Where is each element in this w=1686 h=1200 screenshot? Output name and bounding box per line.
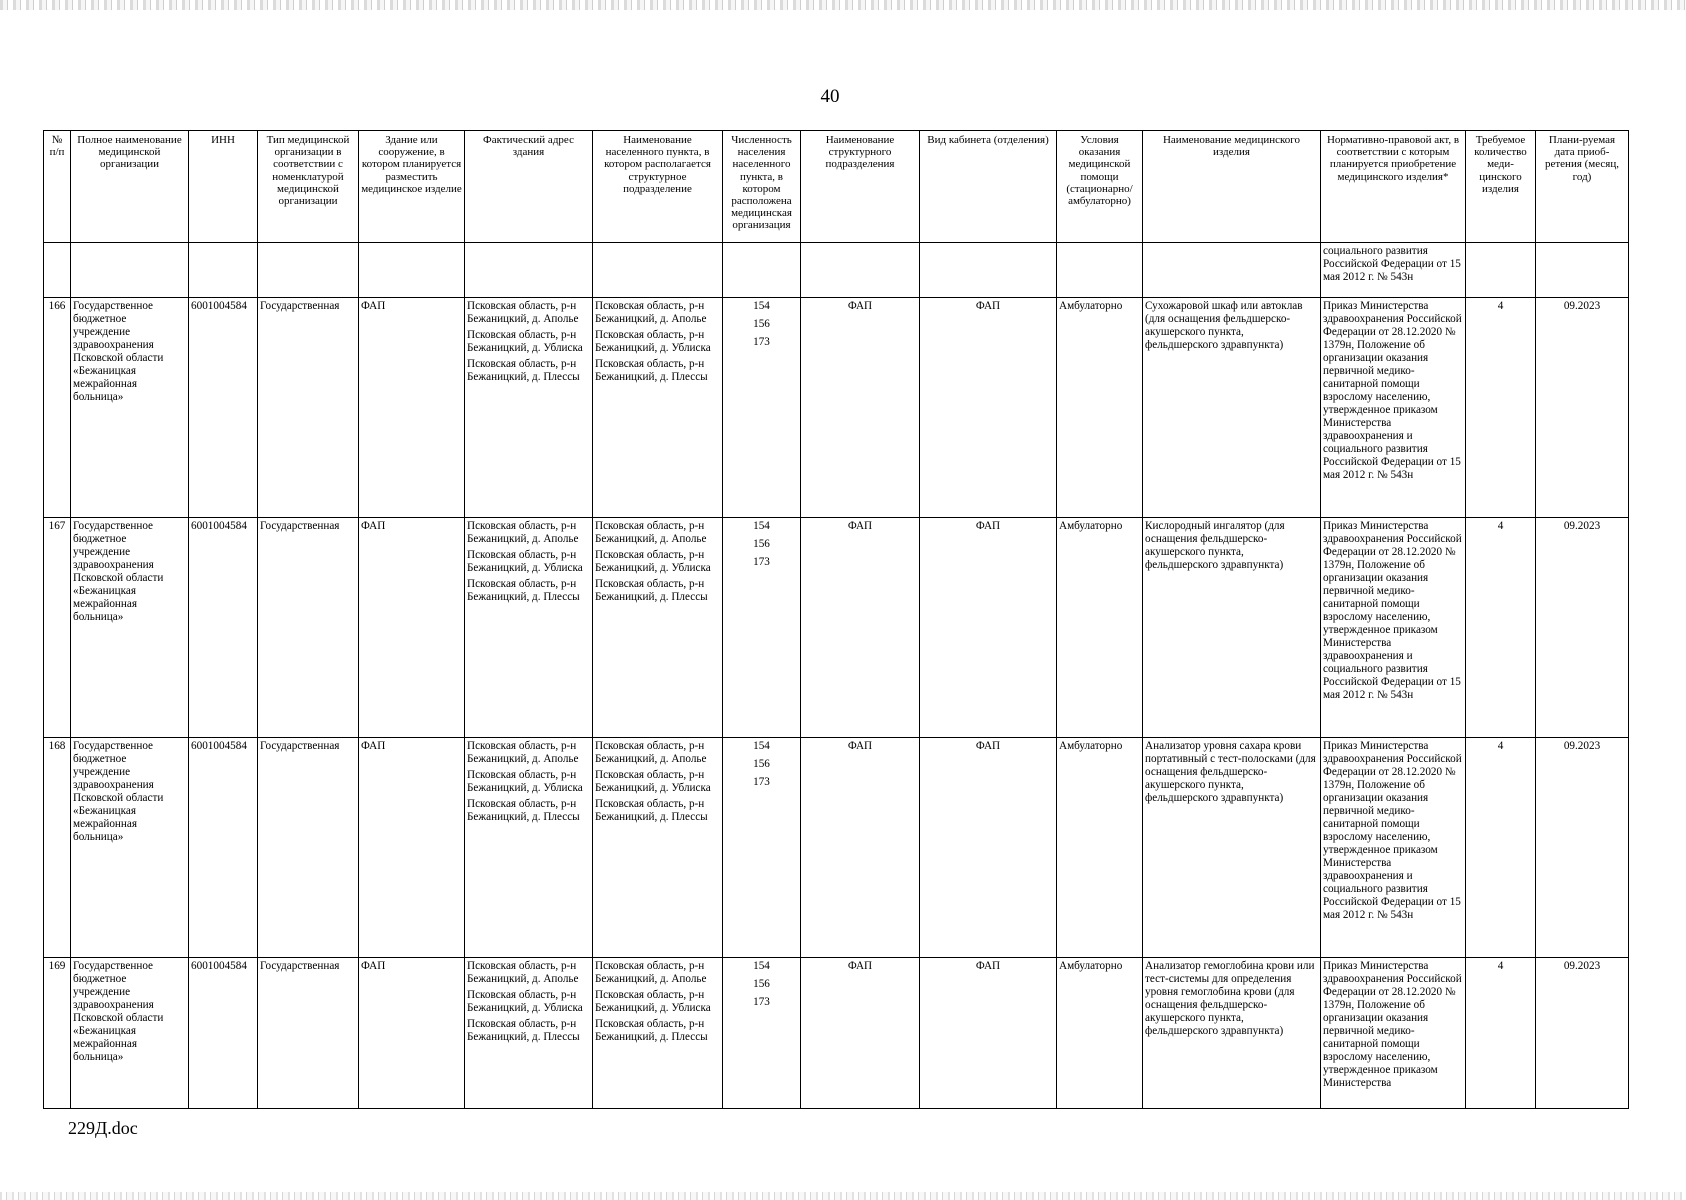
header-type: Тип медицинской организации в соответствии с номенклатурой медицинской организации [258,131,359,243]
header-settlement: Наименование населенного пункта, в котором располагается структурное подразделение [593,131,723,243]
continuation-act: социального развития Российской Федерации от 15 мая 2012 г. № 543н [1321,243,1466,298]
row-address [465,738,593,958]
row-org: Государственное бюджетное учреждение здравоохранения Псковской области «Бежаницкая межрайонная больница» [71,738,189,958]
row-date: 09.2023 [1536,738,1629,958]
row-device: Анализатор уровня сахара крови портативный с тест-полосками (для оснащения фельдшерско-акушерского пункта, фельдшерского здравпункта) [1143,738,1321,958]
address-line: Псковская область, р-н Бежаницкий, д. Плессы [467,798,580,823]
address-line: Псковская область, р-н Бежаницкий, д. Ублиска [467,329,583,354]
address-line: Псковская область, р-н Бежаницкий, д. Ублиска [467,989,583,1014]
row-type: Государственная [258,958,359,1109]
address-line: Псковская область, р-н Бежаницкий, д. Аполье [467,740,579,765]
address-line: Псковская область, р-н Бежаницкий, д. Ублиска [467,769,583,794]
address-line: Псковская область, р-н Бежаницкий, д. Аполье [467,520,579,545]
table-row [44,958,1629,1109]
header-building: Здание или сооружение, в котором планируется разместить медицинское изделие [359,131,465,243]
header-conditions: Условия оказания медицинской помощи (стационарно/амбулаторно) [1057,131,1143,243]
footer-filename: 229Д.doc [68,1118,138,1138]
header-date: Плани-руемая дата приоб-ретения (месяц, год) [1536,131,1629,243]
population-value: 154 [753,520,770,532]
row-address [465,958,593,1109]
table-row [44,738,1629,958]
row-qty: 4 [1466,738,1536,958]
header-num: № п/п [44,131,71,243]
population-value: 154 [753,740,770,752]
settlement-line: Псковская область, р-н Бежаницкий, д. Ублиска [595,769,711,794]
settlement-line: Псковская область, р-н Бежаницкий, д. Аполье [595,520,707,545]
row-address [465,298,593,518]
settlement-line: Псковская область, р-н Бежаницкий, д. Аполье [595,960,707,985]
cell [1143,243,1321,298]
row-qty: 4 [1466,958,1536,1109]
row-org: Государственное бюджетное учреждение здравоохранения Псковской области «Бежаницкая межрайонная больница» [71,298,189,518]
row-device: Анализатор гемоглобина крови или тест-системы для определения уровня гемоглобина крови (для оснащения фельдшерско-акушерского пункта, фельдшерского здравпункта) [1143,958,1321,1109]
row-num: 168 [44,738,71,958]
row-device: Сухожаровой шкаф или автоклав (для оснащения фельдшерско-акушерского пункта, фельдшерского здравпункта) [1143,298,1321,518]
table-row [44,298,1629,518]
row-settlement [593,298,723,518]
row-settlement [593,518,723,738]
settlement-line: Псковская область, р-н Бежаницкий, д. Аполье [595,740,707,765]
cell [189,243,258,298]
row-type: Государственная [258,738,359,958]
row-inn: 6001004584 [189,958,258,1109]
row-population [723,298,801,518]
header-cabinet: Вид кабинета (отделения) [920,131,1057,243]
header-act: Нормативно-правовой акт, в соответствии с которым планируется приобретение медицинского изделия* [1321,131,1466,243]
address-line: Псковская область, р-н Бежаницкий, д. Ублиска [467,549,583,574]
settlement-line: Псковская область, р-н Бежаницкий, д. Плессы [595,578,708,603]
row-qty: 4 [1466,298,1536,518]
settlement-line: Псковская область, р-н Бежаницкий, д. Ублиска [595,329,711,354]
header-device: Наименование медицинского изделия [1143,131,1321,243]
population-value: 173 [753,996,770,1008]
row-device: Кислородный ингалятор (для оснащения фельдшерско-акушерского пункта, фельдшерского здравпункта) [1143,518,1321,738]
header-qty: Требуемое количество меди-цинского изделия [1466,131,1536,243]
population-value: 156 [753,538,770,550]
row-cabinet: ФАП [920,298,1057,518]
row-act: Приказ Министерства здравоохранения Российской Федерации от 28.12.2020 № 1379н, Положение об организации оказания первичной медико-санитарной помощи взрослому населению, утвержденное приказом Министерства [1321,958,1466,1109]
settlement-line: Псковская область, р-н Бежаницкий, д. Плессы [595,358,708,383]
row-act: Приказ Министерства здравоохранения Российской Федерации от 28.12.2020 № 1379н, Положение об организации оказания первичной медико-санитарной помощи взрослому населению, утвержденное приказом Министерства здравоохранения и социального развития Российской Федерации от 15 мая 2012 г. № 543н [1321,738,1466,958]
row-building: ФАП [359,738,465,958]
cell [465,243,593,298]
row-population [723,738,801,958]
row-date: 09.2023 [1536,298,1629,518]
cell [723,243,801,298]
row-act: Приказ Министерства здравоохранения Российской Федерации от 28.12.2020 № 1379н, Положение об организации оказания первичной медико-санитарной помощи взрослому населению, утвержденное приказом Министерства здравоохранения и социального развития Российской Федерации от 15 мая 2012 г. № 543н [1321,518,1466,738]
row-date: 09.2023 [1536,958,1629,1109]
row-address [465,518,593,738]
row-inn: 6001004584 [189,518,258,738]
settlement-line: Псковская область, р-н Бежаницкий, д. Плессы [595,798,708,823]
row-cabinet: ФАП [920,518,1057,738]
settlement-line: Псковская область, р-н Бежаницкий, д. Аполье [595,300,707,325]
continuation-row [44,243,1629,298]
cell [1057,243,1143,298]
table-row [44,518,1629,738]
row-unit: ФАП [801,298,920,518]
cell [593,243,723,298]
header-org: Полное наименование медицинской организации [71,131,189,243]
row-cabinet: ФАП [920,958,1057,1109]
table-header [44,131,1629,243]
row-date: 09.2023 [1536,518,1629,738]
row-settlement [593,958,723,1109]
settlement-line: Псковская область, р-н Бежаницкий, д. Ублиска [595,989,711,1014]
row-settlement [593,738,723,958]
settlement-line: Псковская область, р-н Бежаницкий, д. Ублиска [595,549,711,574]
equipment-table [43,130,1629,1109]
row-act: Приказ Министерства здравоохранения Российской Федерации от 28.12.2020 № 1379н, Положение об организации оказания первичной медико-санитарной помощи взрослому населению, утвержденное приказом Министерства здравоохранения и социального развития Российской Федерации от 15 мая 2012 г. № 543н [1321,298,1466,518]
cell [44,243,71,298]
row-type: Государственная [258,518,359,738]
header-inn: ИНН [189,131,258,243]
row-num: 166 [44,298,71,518]
population-value: 156 [753,758,770,770]
address-line: Псковская область, р-н Бежаницкий, д. Плессы [467,1018,580,1043]
row-org: Государственное бюджетное учреждение здравоохранения Псковской области «Бежаницкая межрайонная больница» [71,958,189,1109]
scan-edge-top [0,0,1686,10]
row-building: ФАП [359,298,465,518]
cell [1466,243,1536,298]
header-row [44,131,1629,243]
row-unit: ФАП [801,958,920,1109]
row-inn: 6001004584 [189,738,258,958]
row-inn: 6001004584 [189,298,258,518]
population-value: 173 [753,556,770,568]
row-conditions: Амбулаторно [1057,518,1143,738]
cell [71,243,189,298]
population-value: 173 [753,776,770,788]
address-line: Псковская область, р-н Бежаницкий, д. Аполье [467,300,579,325]
row-unit: ФАП [801,518,920,738]
row-population [723,958,801,1109]
cell [1536,243,1629,298]
address-line: Псковская область, р-н Бежаницкий, д. Плессы [467,578,580,603]
row-conditions: Амбулаторно [1057,738,1143,958]
row-cabinet: ФАП [920,738,1057,958]
row-conditions: Амбулаторно [1057,298,1143,518]
population-value: 156 [753,318,770,330]
population-value: 156 [753,978,770,990]
row-type: Государственная [258,298,359,518]
scan-edge-bottom [0,1192,1686,1200]
address-line: Псковская область, р-н Бежаницкий, д. Плессы [467,358,580,383]
row-unit: ФАП [801,738,920,958]
address-line: Псковская область, р-н Бежаницкий, д. Аполье [467,960,579,985]
row-conditions: Амбулаторно [1057,958,1143,1109]
cell [258,243,359,298]
page-number: 40 [820,86,840,107]
population-value: 154 [753,300,770,312]
row-org: Государственное бюджетное учреждение здравоохранения Псковской области «Бежаницкая межрайонная больница» [71,518,189,738]
row-population [723,518,801,738]
cell [359,243,465,298]
population-value: 173 [753,336,770,348]
header-population: Численность населения населенного пункта, в котором расположена медицинская организация [723,131,801,243]
row-building: ФАП [359,518,465,738]
row-num: 169 [44,958,71,1109]
cell [920,243,1057,298]
row-qty: 4 [1466,518,1536,738]
header-address: Фактический адрес здания [465,131,593,243]
cell [801,243,920,298]
header-unit: Наименование структурного подразделения [801,131,920,243]
row-building: ФАП [359,958,465,1109]
settlement-line: Псковская область, р-н Бежаницкий, д. Плессы [595,1018,708,1043]
row-num: 167 [44,518,71,738]
population-value: 154 [753,960,770,972]
